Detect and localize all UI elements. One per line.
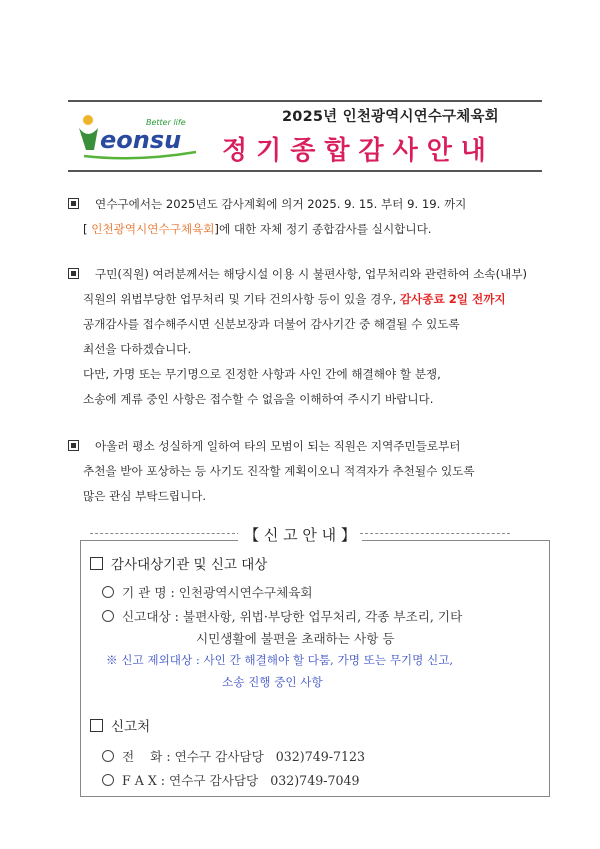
page-title: 정기종합감사안내 xyxy=(222,136,495,166)
p2-line3: 공개감사를 접수해주시면 신분보장과 더불어 감사기간 중 해결될 수 있도록 xyxy=(83,317,460,331)
deadline-highlight: 감사종료 2일 전까지 xyxy=(399,292,506,306)
org-title: 2025년 인천광역시연수구체육회 xyxy=(282,109,499,125)
p2-line1: 구민(직원) 여러분께서는 해당시설 이용 시 불편사항, 업무처리와 관련하여 소속(내부) xyxy=(95,267,528,281)
paragraph-audit-schedule xyxy=(68,192,558,242)
p2-line5: 다만, 가명 또는 무기명으로 진정한 사항과 사인 간에 해결해야 할 분쟁, xyxy=(83,367,441,381)
report-target-line2: 시민생활에 불편을 초래하는 사항 등 xyxy=(196,631,395,646)
p3-line3: 많은 관심 부탁드립니다. xyxy=(83,489,207,503)
checkbox-square-icon xyxy=(90,719,103,732)
circle-bullet-icon xyxy=(102,750,114,762)
header xyxy=(68,100,542,172)
circle-bullet-icon xyxy=(102,586,114,598)
circle-bullet-icon xyxy=(102,610,114,622)
p2-line6: 소송에 계류 중인 사항은 접수할 수 없음을 이해하여 주시기 바랍니다. xyxy=(83,392,434,406)
p1-line1: 연수구에서는 2025년도 감사계획에 의거 2025. 9. 15. 부터 9. 19. 까지 xyxy=(95,197,467,211)
p3-line2: 추천을 받아 포상하는 등 사기도 진작할 계획이오니 적격자가 추천될수 있도록 xyxy=(83,464,475,478)
yeonsu-logo xyxy=(76,110,201,162)
fax-line: F A X : 연수구 감사담당 032)749-7049 xyxy=(102,770,360,789)
p2-line2: 직원의 위법부당한 업무처리 및 기타 건의사항 등이 있을 경우, 감사종료 2일 전까지 xyxy=(83,292,506,306)
org-highlight: 인천광역시연수구체육회 xyxy=(91,222,215,236)
paragraph-report-request xyxy=(68,262,558,412)
section-target: 감사대상기관 및 신고 대상 xyxy=(90,553,267,573)
org-name-line: 기 관 명 : 인천광역시연수구체육회 xyxy=(102,582,313,601)
section-contact: 신고처 xyxy=(90,715,150,735)
svg-text:eonsu: eonsu xyxy=(100,126,182,154)
paragraph-commendation xyxy=(68,434,558,509)
report-info-title: 【 신 고 안 내 】 xyxy=(0,524,600,545)
p2-line4: 최선을 다하겠습니다. xyxy=(83,342,192,356)
report-target-line1: 신고대상 : 불편사항, 위법·부당한 업무처리, 각종 부조리, 기타 xyxy=(102,606,462,625)
phone-line: 전 화 : 연수구 감사담당 032)749-7123 xyxy=(102,746,365,765)
exclusion-line1: ※ 신고 제외대상 : 사인 간 해결해야 할 다툼, 가명 또는 무기명 신고, xyxy=(106,653,454,667)
exclusion-line2: 소송 진행 중인 사항 xyxy=(222,675,323,689)
p1-line2: [ 인천광역시연수구체육회]에 대한 자체 정기 종합감사를 실시합니다. xyxy=(83,222,432,236)
circle-bullet-icon xyxy=(102,774,114,786)
svg-text:Better life: Better life xyxy=(146,118,186,127)
p3-line1: 아울러 평소 성실하게 일하여 타의 모범이 되는 직원은 지역주민들로부터 xyxy=(95,439,461,453)
checkbox-square-icon xyxy=(90,557,103,570)
